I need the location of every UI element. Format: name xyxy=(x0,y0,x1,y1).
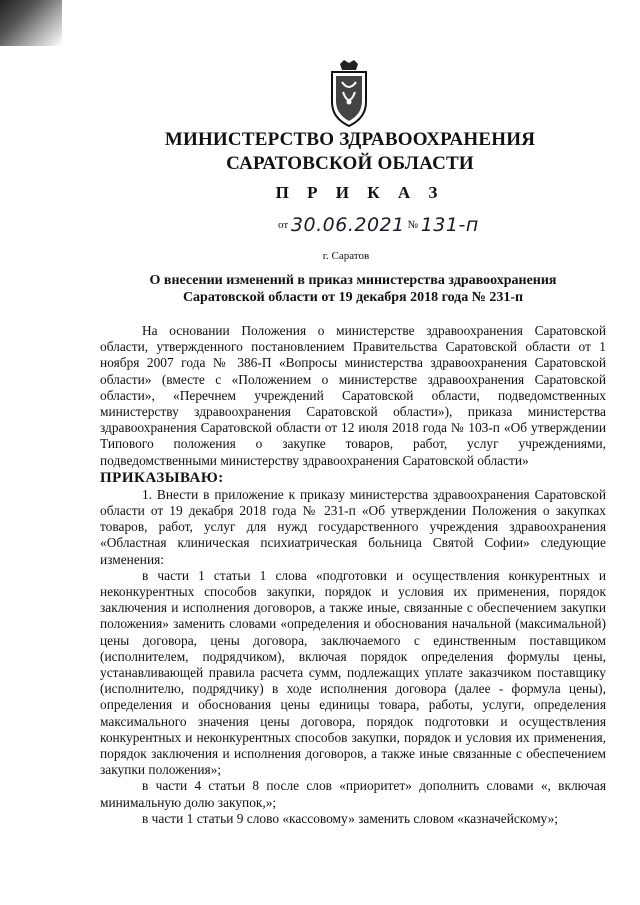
item-1-part-a: в части 1 статьи 1 слова «подготовки и осуществления конкурентных и неконкурентных способов закупки, порядок и условия их применения, порядок заключения и исполнения договоров, а также иные, связанные с обеспечением закупки положения» заменить словами «определения и обоснования начальной (максимальной) цены договора, цены договора, заключаемого с единственным поставщиком (исполнителем, подрядчиком), включая порядок определения формулы цены, устанавливающей правила расчета сумм, подлежащих уплате заказчиком поставщику (исполнителю, подрядчику) в ходе исполнения договора (далее - формула цены), определения и обоснования цены единицы товара, работы, услуги, определения максимального значения цены договора, порядок подготовки и осуществления конкурентных и неконкурентных способов закупки, порядок и условия их применения, порядок заключения и исполнения договоров, а также иные связанные с обеспечением закупки положения»; xyxy=(100,567,606,778)
city: г. Саратов xyxy=(322,250,370,262)
subject-line-2: Саратовской области от 19 декабря 2018 года № 231-п xyxy=(182,290,524,305)
number-prefix: № xyxy=(407,219,418,231)
order-body xyxy=(100,323,606,827)
ministry-name xyxy=(0,128,640,176)
handwritten-number: 131-п xyxy=(420,214,479,236)
order-subject xyxy=(130,272,576,306)
item-1-part-c: в части 1 статьи 9 слово «кассовому» заменить словом «казначейскому»; xyxy=(142,810,558,826)
coat-of-arms-icon xyxy=(326,58,372,128)
ministry-line-1: МИНИСТЕРСТВО ЗДРАВООХРАНЕНИЯ xyxy=(164,129,536,150)
item-1-paragraph: 1. Внести в приложение к приказу министерства здравоохранения Саратовской области от 19 декабря 2018 года № 231-п «Об утверждении Положения о закупках товаров, работ, услуг для нужд государственного учреждения здравоохранения «Областная клиническая психиатрическая больница Святой Софии» следующие изменения: xyxy=(100,486,606,567)
handwritten-date: 30.06.2021 xyxy=(290,214,405,236)
ministry-line-2: САРАТОВСКОЙ ОБЛАСТИ xyxy=(226,153,474,174)
subject-line-1: О внесении изменений в приказ министерства здравоохранения xyxy=(149,273,557,288)
scan-edge-shadow xyxy=(0,0,62,46)
date-prefix: от xyxy=(278,219,289,231)
decree-heading: ПРИКАЗЫВАЮ: xyxy=(100,469,224,486)
item-1-part-b: в части 4 статьи 8 после слов «приоритет» дополнить словами «, включая минимальную долю закупок,»; xyxy=(100,778,606,810)
order-date-number xyxy=(278,214,479,236)
preamble-paragraph: На основании Положения о министерстве здравоохранения Саратовской области, утвержденного постановлением Правительства Саратовской области от 1 ноября 2007 года № 386-П «Вопросы министерства здравоохранения Саратовской области» (вместе с «Положением о министерстве здравоохранения Саратовской области», «Перечнем учреждений Саратовской области, подведомственных министерству здравоохранения Саратовской области»), приказа министерства здравоохранения Саратовской области от 12 июля 2018 года № 103-п «Об утверждении Типового положения о закупке товаров, работ, услуг учреждениями, подведомственными министерству здравоохранения Саратовской области» xyxy=(100,323,606,468)
order-title: П Р И К А З xyxy=(275,183,445,202)
